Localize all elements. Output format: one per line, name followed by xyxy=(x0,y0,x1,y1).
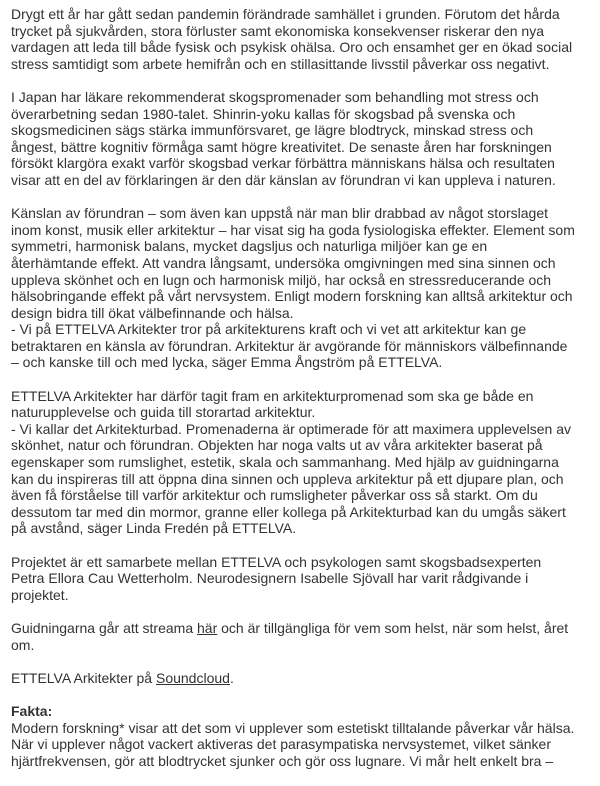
streaming-text-after-link: och är tillgängliga för vem som helst, när som helst, året xyxy=(217,619,569,636)
text-line: Känslan av förundran – som även kan uppstå när man blir drabbad av något storslaget xyxy=(11,205,548,222)
text-line xyxy=(11,670,591,687)
text-line: hälsobringande effekt på vårt nervsystem. Enligt modern forskning kan alltså arkitektur och xyxy=(11,288,573,305)
paragraph-collaboration xyxy=(11,554,591,604)
paragraph-streaming xyxy=(11,620,591,653)
text-line: stress samtidigt som arbete hemifrån och en stillasittande livsstil påverkar oss negativt. xyxy=(11,55,550,72)
text-line: symmetri, harmonisk balans, mycket dagsljus och naturliga miljöer kan ge en xyxy=(11,238,488,255)
text-line: egenskaper som rumslighet, estetik, skala och sammanhang. Med hjälp av guidningarna xyxy=(11,454,559,471)
text-line: design bidra till ökat välbefinnande och hälsa. xyxy=(11,304,294,321)
soundcloud-link[interactable]: Soundcloud xyxy=(155,669,230,686)
text-line: naturupplevelse och guida till storartad arkitektur. xyxy=(11,404,316,421)
text-line: ångest, bättre kognitiv förmåga samt högre kreativitet. De senaste åren har forskningen xyxy=(11,138,552,155)
text-line: - Vi på ETTELVA Arkitekter tror på arkitekturens kraft och vi vet att arkitektur kan ge xyxy=(11,321,527,338)
text-line xyxy=(11,620,591,637)
text-line: – och kanske till och med lycka, säger Emma Ångström på ETTELVA. xyxy=(11,354,443,371)
facts-section xyxy=(11,703,591,769)
streaming-text-before-link: Guidningarna går att streama xyxy=(11,619,197,636)
soundcloud-text-after-link: . xyxy=(229,669,234,686)
text-line: visar att en del av förklaringen är den där känslan av förundran vi kan uppleva i naturen. xyxy=(11,171,556,188)
text-line: vardagen att leda till både fysisk och psykisk ohälsa. Oro och ensamhet ger en ökad social xyxy=(11,39,573,56)
text-line: trycket på sjukvården, stora förluster samt ekonomiska konsekvenser riskerar den nya xyxy=(11,22,545,39)
text-line: projektet. xyxy=(11,586,69,603)
soundcloud-text-before-link: ETTELVA Arkitekter på xyxy=(11,669,156,686)
text-line: skogsmedicinen sägs stärka immunförsvaret, ge lägre blodtryck, minskad stress och xyxy=(11,122,534,139)
text-line: ETTELVA Arkitekter har därför tagit fram en arkitekturpromenad som ska ge både en xyxy=(11,387,534,404)
text-line: Drygt ett år har gått sedan pandemin förändrade samhället i grunden. Förutom det hårda xyxy=(11,6,560,22)
paragraph-soundcloud xyxy=(11,670,591,687)
facts-heading: Fakta: xyxy=(11,702,53,719)
article-body xyxy=(11,6,591,786)
text-line: om. xyxy=(11,636,35,653)
text-line: hjärtfrekvensen, gör att blodtrycket sjunker och gör oss lugnare. Vi mår helt enkelt bra – xyxy=(11,752,554,769)
text-line: uppleva skönhet och en lugn och harmonisk miljö, har också en stressreducerande och xyxy=(11,271,552,288)
text-line: på avstånd, säger Linda Fredén på ETTELVA. xyxy=(11,520,297,537)
paragraph-awe xyxy=(11,205,591,371)
paragraph-pandemic xyxy=(11,6,591,72)
text-line: - Vi kallar det Arkitekturbad. Promenaderna är optimerade för att maximera upplevelsen av xyxy=(11,420,572,437)
text-line: När vi upplever något vackert aktiveras det parasympatiska nervsystemet, vilket sänker xyxy=(11,736,552,753)
text-line: kan du inspireras till att öppna dina sinnen och uppleva arkitektur på ett djupare plan, och xyxy=(11,470,564,487)
text-line: I Japan har läkare rekommenderat skogspromenader som behandling mot stress och xyxy=(11,88,539,105)
text-line: Projektet är ett samarbete mellan ETTELVA och psykologen samt skogsbadsexperten xyxy=(11,553,542,570)
text-line: överarbetning sedan 1980-talet. Shinrin-yoku kallas för skogsbad på svenska och xyxy=(11,105,516,122)
text-line: även få förståelse till varför arkitektur och rumsligheter påverkar oss så starkt. Om du xyxy=(11,487,538,504)
text-line: försökt klargöra exakt varför skogsbad verkar förbättra människans hälsa och resultaten xyxy=(11,155,555,172)
here-link[interactable]: här xyxy=(197,619,218,636)
text-line: Petra Ellora Cau Wetterholm. Neurodesignern Isabelle Sjövall har varit rådgivande i xyxy=(11,570,529,587)
text-line: Modern forskning* visar att det som vi upplever som estetiskt tilltalande påverkar vår hälsa. xyxy=(11,719,575,736)
paragraph-architecture-walk xyxy=(11,388,591,537)
text-line: skönhet, natur och förundran. Objekten har noga valts ut av våra arkitekter baserat på xyxy=(11,437,543,454)
paragraph-forest-bathing xyxy=(11,89,591,189)
text-line: betraktaren en känsla av förundran. Arkitektur är avgörande för människors välbefinnande xyxy=(11,337,568,354)
text-line: inom konst, musik eller arkitektur – har visat sig ha goda fysiologiska effekter. Element som xyxy=(11,221,575,238)
text-line: återhämtande effekt. Att vandra långsamt, undersöka omgivningen med sina sinnen och xyxy=(11,254,556,271)
text-line: dessutom tar med din mormor, granne eller kollega på Arkitekturbad kan du umgås säkert xyxy=(11,503,566,520)
